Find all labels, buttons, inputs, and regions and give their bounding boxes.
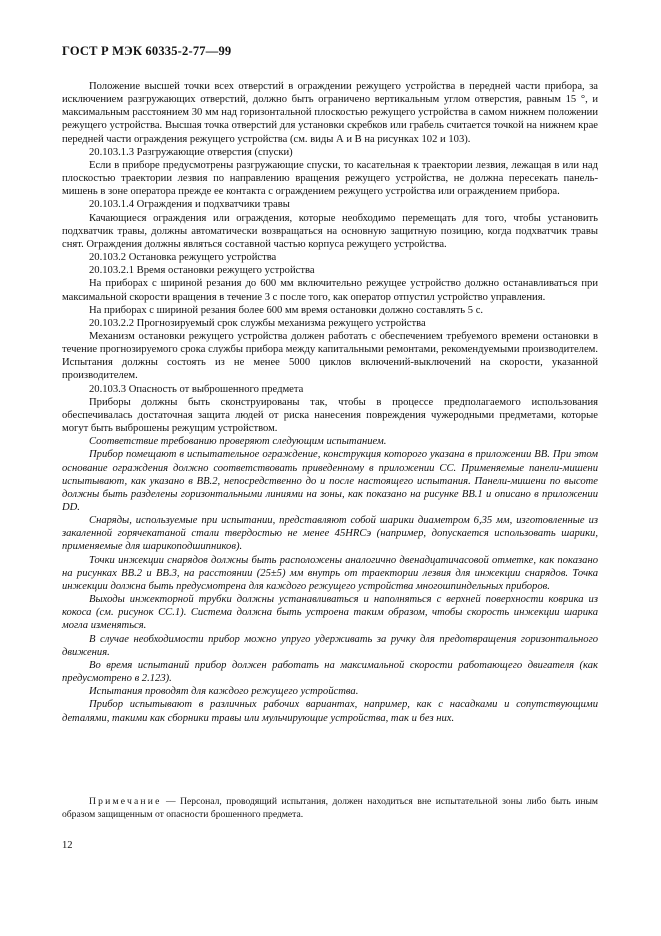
- document-body: [62, 80, 598, 725]
- paragraph: Механизм остановки режущего устройства должен работать с обеспечением требуемого времени остановки в течение прогнозируемого срока службы прибора между капитальными ремонтами, рекомендуемыми производителем. Испытания должны состоять из не менее 5000 циклов включений-выключений на скорости, указанной производителем.: [62, 330, 598, 382]
- section-heading: 20.103.3 Опасность от выброшенного предмета: [89, 383, 304, 395]
- paragraph: На приборах с шириной резания до 600 мм включительно режущее устройство должно останавливаться при максимальной скорости вращения в течение 3 с после того, как оператор отпустил устройство управления.: [62, 278, 598, 303]
- paragraph-italic: Прибор помещают в испытательное ограждение, конструкция которого указана в приложении ВВ. При этом основание ограждения должно соответствовать приведенному в приложении СС. Применяемые панели-мишени испытывают, как указано в ВВ.2, непосредственно до и после настоящего испытания. Панели-мишени по высоте должны быть разделены горизонтальными линиями на зоны, как показано на рисунке ВВ.1 и описано в приложении DD.: [62, 449, 598, 513]
- section-heading: 20.103.1.3 Разгружающие отверстия (спуски): [89, 146, 293, 158]
- paragraph-italic: Прибор испытывают в различных рабочих вариантах, например, как с насадками и сопутствующими деталями, такими как сборники травы или мульчирующие устройства, так и без них.: [62, 699, 598, 724]
- paragraph-italic: Соответствие требованию проверяют следующим испытанием.: [89, 436, 387, 448]
- section-heading: 20.103.1.4 Ограждения и подхватчики травы: [89, 199, 290, 211]
- paragraph: Положение высшей точки всех отверстий в ограждении режущего устройства в передней части прибора, за исключением разгружающих отверстий, должно быть ограничено вертикальным углом отверстия, равным 15 °, и максимальным расстоянием 30 мм над горизонтальной плоскостью режущего устройства в самом нижнем положении режущего устройства. Высшая точка отверстий для установки скребков или грабель считается точкой на нижнем крае передней части ограждения режущего устройства (см. виды А и В на рисунках 102 и 103).: [62, 81, 598, 145]
- paragraph-italic: Во время испытаний прибор должен работать на максимальной скорости работающего двигателя (как предусмотрено в 2.123).: [62, 659, 598, 685]
- document-header: ГОСТ Р МЭК 60335-2-77—99: [62, 44, 232, 58]
- page-number: 12: [62, 840, 73, 851]
- paragraph-italic: Испытания проводят для каждого режущего устройства.: [89, 686, 359, 698]
- note: [62, 796, 598, 821]
- paragraph-italic: Снаряды, используемые при испытании, представляют собой шарики диаметром 6,35 мм, изготовленные из закаленной горячекатаной стали твердостью не менее 45HRCэ (например, допускается использовать шарики, применяемые для шарикоподшипников).: [62, 515, 598, 553]
- note-text: — Персонал, проводящий испытания, должен находиться вне испытательной зоны либо быть иным образом защищенным от опасности брошенного предмета.: [62, 796, 598, 820]
- paragraph: Приборы должны быть сконструированы так, чтобы в процессе предполагаемого использования обеспечивалась достаточная защита людей от риска нанесения повреждения чужеродными предметами, которые могут быть выброшены режущим устройством.: [62, 396, 598, 435]
- section-heading: 20.103.2 Остановка режущего устройства: [89, 252, 277, 264]
- paragraph-italic: В случае необходимости прибор можно упруго удерживать за ручку для предотвращения горизонтального движения.: [62, 633, 598, 658]
- section-heading: 20.103.2.2 Прогнозируемый срок службы механизма режущего устройства: [89, 317, 426, 329]
- paragraph: Качающиеся ограждения или ограждения, которые необходимо перемещать для того, чтобы установить подхватчик травы, должны автоматически возвращаться на основную защитную позицию, когда подхватчик травы снят. Ограждения должны являться составной частью корпуса режущего устройства.: [62, 212, 598, 250]
- paragraph: Если в приборе предусмотрены разгружающие спуски, то касательная к траектории лезвия, лежащая в или над плоскостью траектории лезвия по направлению вращения режущего устройства, не должна пересекать панель-мишень в зоне оператора прежде ее контакта с ограждением режущего устройства или ограждением прибора.: [62, 159, 598, 198]
- note-label: Примечание: [89, 796, 162, 807]
- paragraph-italic: Выходы инжекторной трубки должны устанавливаться и наполняться с верхней поверхности коврика из кокоса (см. рисунок СС.1). Система должна быть устроена таким образом, чтобы скорость инжекции шарика могла изменяться.: [62, 594, 598, 632]
- section-heading: 20.103.2.1 Время остановки режущего устройства: [89, 265, 315, 277]
- paragraph: На приборах с шириной резания более 600 мм время остановки должно составлять 5 с.: [89, 304, 484, 316]
- paragraph-italic: Точки инжекции снарядов должны быть расположены аналогично двенадцатичасовой отметке, как показано на рисунках ВВ.2 и ВВ.3, на расстоянии (25±5) мм внутрь от траектории лезвия для инжекции снарядов. Точка инжекции должна быть предусмотрена для каждого режущего устройства многошпиндельных приборов.: [62, 554, 598, 592]
